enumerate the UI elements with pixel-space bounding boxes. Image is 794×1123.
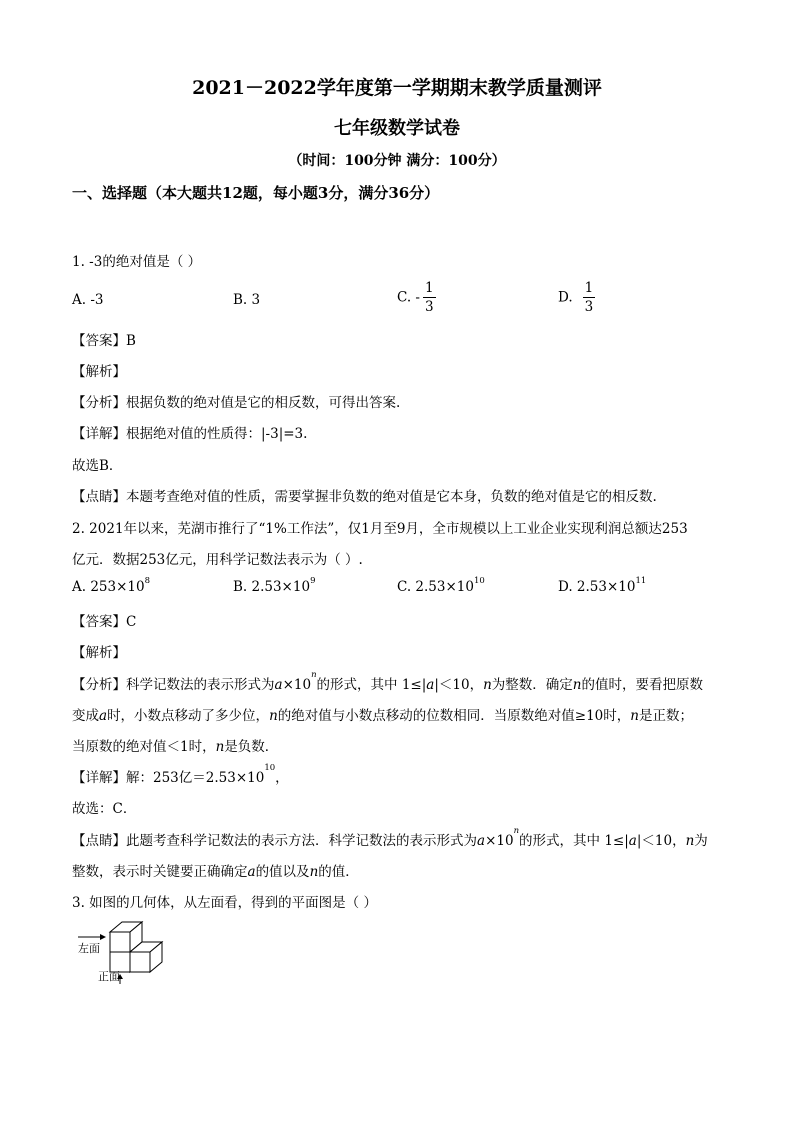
q2-dianjing-line2 [72,860,359,880]
q1-stem: 1. -3的绝对值是（ ） [72,254,202,270]
q2-fenxi-line3 [72,735,278,755]
q2-fenxi-2d: 是正数； [638,708,693,724]
q2-stem-line1: 2. 2021年以来，芜湖市推行了“1%工作法”，仅1月至9月，全市规模以上工业企业实现利润总额达253 [72,521,688,537]
q2-option-d [558,576,647,595]
q2-fenxi-1a: 【分析】科学记数法的表示形式为 [72,677,275,693]
q2-dianjing-1c: |＜10， [636,833,686,849]
times-ten: ×10 [282,677,312,693]
q2-option-c [397,576,485,595]
var-a: a [477,833,486,849]
q1-option-d-den: 3 [584,299,594,316]
q1-option-a: A. -3 [72,292,104,308]
q3-solid-figure [72,918,182,986]
q2-dianjing-2a: 整数，表示时关键要正确确定 [72,864,248,880]
var-n: n [483,677,492,693]
q2-option-a-base: A. 253×10 [72,579,145,595]
exam-subtitle: 七年级数学试卷 [334,118,460,139]
var-n: n [572,677,582,693]
var-n: n [685,833,695,849]
q2-fenxi-3b: 是负数． [224,739,279,755]
q2-fenxi-2b: 时，小数点移动了多少位， [107,708,270,724]
time-info: （时间：100分钟 满分：100分） [288,153,506,169]
var-a: a [628,833,637,849]
q1-answer: 【答案】B [72,333,136,349]
q1-analysis-label: 【解析】 [72,364,126,380]
var-a: a [247,864,256,880]
var-n: n [309,864,319,880]
q2-xiangjie [72,763,289,786]
q2-option-b [233,576,316,595]
q2-xiangjie-tail: ， [275,770,289,786]
q2-option-a-exp: 8 [144,576,151,586]
q2-analysis-label: 【解析】 [72,645,126,661]
times-ten: ×10 [485,833,514,849]
q2-fenxi-1d: 为整数．确定 [491,677,573,693]
q3-stem: 3. 如图的几何体，从左面看，得到的平面图是（ ） [72,895,377,911]
label-front-view: 正面 [98,970,120,983]
q1-option-d-prefix: D. [558,289,573,306]
q1-option-c [397,281,436,314]
q1-dianjing: 【点睛】本题考查绝对值的性质，需要掌握非负数的绝对值是它本身，负数的绝对值是它的相反数. [72,489,657,505]
var-a: a [426,677,435,693]
q2-xiangjie-base: 【详解】解：253亿＝2.53×10 [72,770,265,786]
q2-fenxi-2c: 的绝对值与小数点移动的位数相同．当原数绝对值≥10时， [277,708,631,724]
q2-conclusion: 故选：C． [72,801,137,817]
q1-option-b: B. 3 [233,292,261,308]
var-n: n [215,739,225,755]
q2-option-b-base: B. 2.53×10 [233,579,311,595]
q1-fenxi: 【分析】根据负数的绝对值是它的相反数，可得出答案. [72,395,401,411]
var-n: n [269,708,278,724]
q2-option-d-base: D. 2.53×10 [558,579,636,595]
section-title: 一、选择题（本大题共12题，每小题3分，满分36分） [72,184,440,202]
q1-option-d-num: 1 [583,281,596,298]
q2-answer: 【答案】C [72,614,137,630]
q1-option-d [558,281,595,314]
var-a: a [274,677,283,693]
q2-dianjing-1a: 【点睛】此题考查科学记数法的表示方法．科学记数法的表示形式为 [72,833,477,849]
q2-option-a [72,576,151,595]
q2-option-d-exp: 11 [635,576,647,586]
q2-fenxi-1e: 的值时，要看把原数 [581,677,703,693]
q2-option-b-exp: 9 [310,576,316,586]
q2-fenxi-1b: 的形式，其中 1≤| [316,677,427,693]
q1-conclusion: 故选B． [72,458,123,474]
q2-fenxi-3a: 当原数的绝对值＜1时， [72,739,216,755]
q2-stem-line2: 亿元．数据253亿元，用科学记数法表示为（ ）. [72,552,363,568]
q2-xiangjie-exp: 10 [264,763,276,773]
var-n: n [630,708,639,724]
q1-xiangjie: 【详解】根据绝对值的性质得：|-3|=3. [72,426,308,442]
q1-option-c-num: 1 [423,281,436,298]
q2-fenxi-2a: 变成 [72,708,99,724]
q2-option-c-base: C. 2.53×10 [397,579,474,595]
q2-dianjing-2c: 的值． [318,864,359,880]
q2-fenxi-1c: |＜10， [434,677,484,693]
q1-option-c-den: 3 [425,299,434,316]
q1-option-d-fraction [583,281,596,314]
q1-option-c-prefix: C. - [397,289,420,306]
var-a: a [99,708,108,724]
page-title: 2021－2022学年度第一学期期末教学质量测评 [192,77,602,99]
var-n: n [513,826,520,836]
var-n: n [311,670,317,680]
q2-dianjing-line1 [72,826,708,849]
q2-fenxi-line1 [72,670,703,693]
q2-dianjing-1b: 的形式，其中 1≤| [519,833,629,849]
label-left-view: 左面 [78,942,100,955]
q1-option-c-fraction [423,281,436,314]
q2-fenxi-line2 [72,704,693,724]
q2-dianjing-2b: 的值以及 [255,864,310,880]
q2-dianjing-1d: 为 [694,833,708,849]
q2-option-c-exp: 10 [473,576,485,586]
